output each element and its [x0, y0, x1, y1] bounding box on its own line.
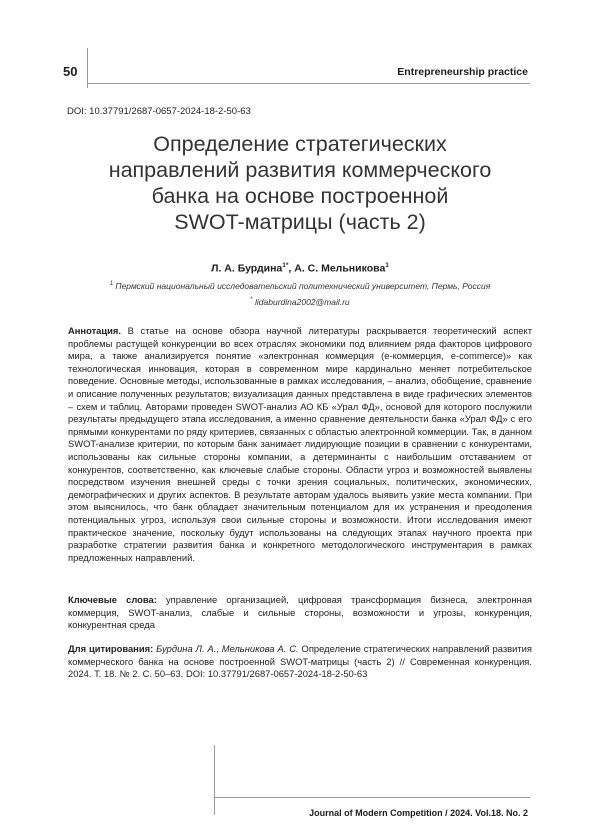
abstract-label: Аннотация.	[68, 325, 121, 336]
author-name: Л. А. Бурдина	[211, 262, 283, 275]
affiliation-text: Пермский национальный исследовательский политехнический университет, Пермь, Россия	[115, 281, 491, 291]
email-sup: *	[250, 297, 253, 304]
header-vertical-rule	[87, 48, 88, 88]
affiliation	[70, 281, 530, 291]
journal-footer: Journal of Modern Competition / 2024. Vol.18. No. 2	[309, 808, 528, 818]
keywords	[68, 594, 532, 632]
page-number: 50	[63, 64, 78, 79]
title-line: SWOT-матрицы (часть 2)	[174, 210, 426, 234]
title-line: направлений развития коммерческого	[108, 158, 492, 182]
header-horizontal-rule	[88, 83, 530, 84]
affiliation-sup: 1	[109, 281, 114, 288]
keywords-label: Ключевые слова:	[68, 594, 157, 605]
citation-text: Определение стратегических направлений развития коммерческого банка на основе построенной SWOT-матрицы (часть 2) // Современная конкуренция. 2024. Т. 18. № 2. С. 50–63. DOI: 10.37791/2687-0657-2024-18-2-50-63	[68, 643, 532, 680]
email-text: lidaburdina2002@mail.ru	[255, 297, 350, 307]
footer-vertical-rule	[214, 745, 215, 815]
citation	[68, 643, 532, 681]
author-name: А. С. Мельникова	[294, 262, 386, 275]
citation-authors: Бурдина Л. А., Мельникова А. С.	[153, 643, 299, 654]
citation-label: Для цитирования:	[68, 643, 154, 654]
authors	[70, 262, 530, 275]
keywords-text: управление организацией, цифровая трансформация бизнеса, электронная коммерция, SWOT-анализ, слабые и сильные стороны, возможности и угрозы, конкуренция, конкурентная среда	[68, 594, 532, 631]
author-separator: ,	[288, 262, 295, 275]
abstract-text: В статье на основе обзора научной литературы раскрывается теоретический аспект проблемы растущей конкуренции во всех отраслях экономики под влиянием ряда факторов цифрового мира, а также анализируется понятие «электронная коммерция (е-коммерция, e-commerce)» как технологическая инновация, которая в современном мире кардинально меняет потребительское поведение. Основные методы, использованные в рамках исследования, – анализ, обобщение, сравнение и описание полученных результатов; визуализация данных представлена в виде графических элементов – схем и таблиц. Авторами проведен SWOT-анализ АО КБ «Урал ФД», основой для которого послужили результаты предыдущего этапа исследования, а именно сравнение деятельности банка «Урал ФД» с его прямыми конкурентами по ряду критериев, связанных с областью электронной коммерции. Так, в данном SWOT-анализе критерии, по которым банк занимает лидирующие позиции в сравнении с конкурентами, использованы как сильные стороны компании, а детерминанты с наибольшим отставанием от конкурентов, соответственно, как ключевые слабые стороны. Области угроз и возможностей выявлены посредством изучения внешней среды с точки зрения социальных, политических, экономических, демографических и других аспектов. В результате авторам удалось выявить узкие места компании. При этом выяснилось, что банк обладает значительным потенциалом для их устранения и преодоления потенциальных угроз, используя свои сильные стороны и возможности. Итоги исследования имеют практическое значение, поскольку будут использованы на следующих этапах научного проекта при разработке стратегии развития банка и конкретного методологического инструментария в рамках предложенных направлений.	[68, 325, 532, 563]
article-title	[70, 131, 530, 235]
author-email	[70, 297, 530, 307]
footer-horizontal-rule	[214, 797, 530, 798]
abstract	[68, 325, 532, 564]
running-head: Entrepreneurship practice	[397, 66, 528, 78]
author-sup: 1	[385, 262, 389, 269]
title-line: Определение стратегических	[153, 132, 447, 156]
doi: DOI: 10.37791/2687-0657-2024-18-2-50-63	[67, 106, 251, 117]
author-sup: 1*	[282, 262, 289, 269]
title-line: банка на основе построенной	[151, 184, 449, 208]
